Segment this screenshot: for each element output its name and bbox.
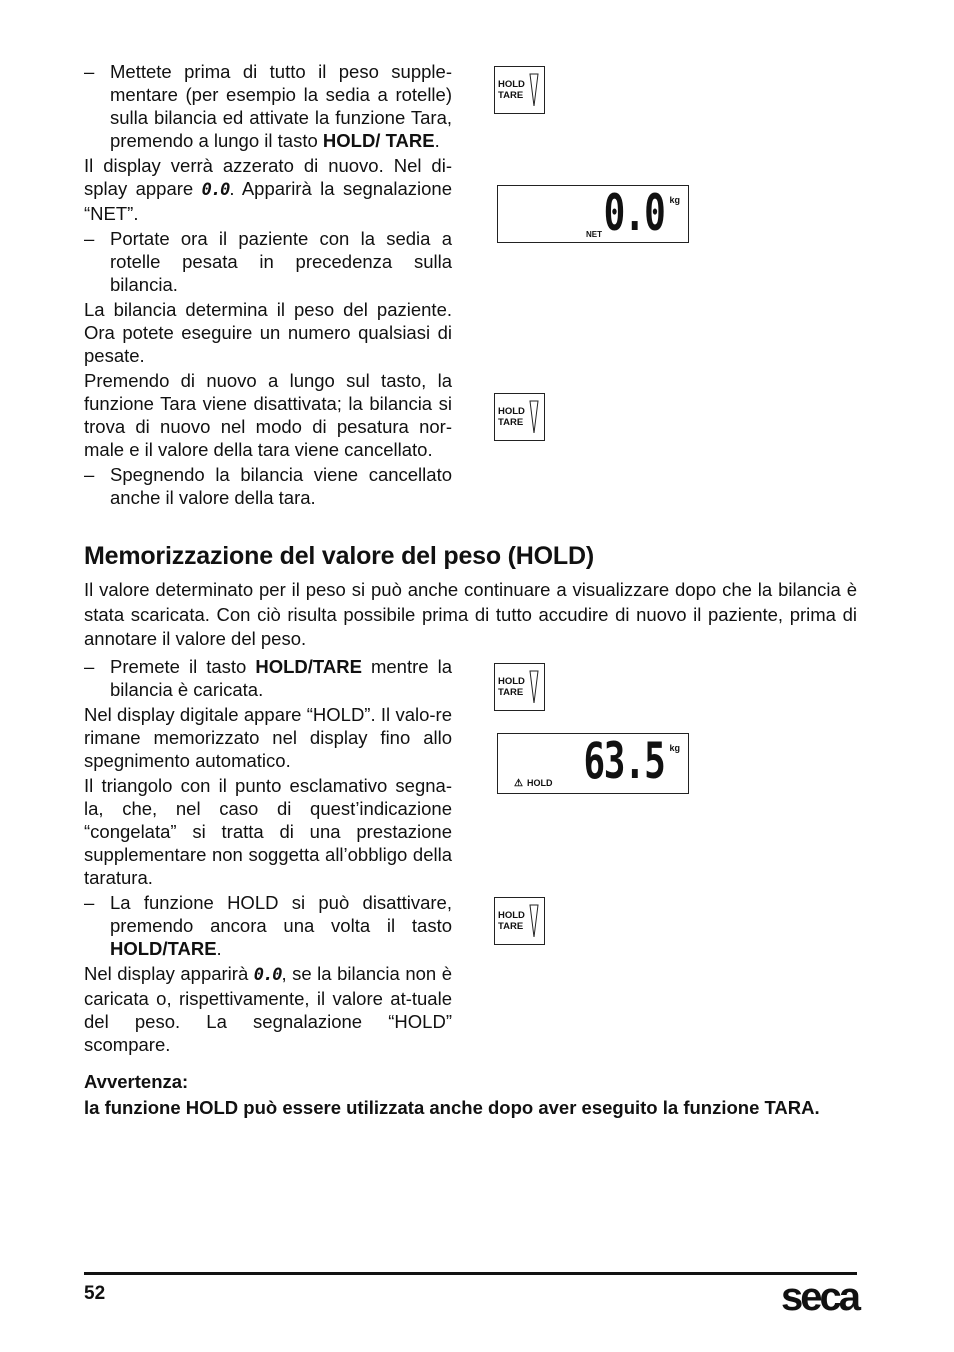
page-number: 52 bbox=[84, 1283, 106, 1304]
dash-mark: – bbox=[84, 656, 95, 677]
display-unit: kg bbox=[669, 195, 680, 205]
hold-tare-key-icon: HOLD TARE bbox=[494, 66, 545, 114]
warning-triangle-icon: ⚠ bbox=[514, 778, 523, 789]
list-item: – Premete il tasto HOLD/TARE mentre la bilancia è caricata. bbox=[84, 656, 452, 700]
lcd-display-hold bbox=[497, 733, 689, 794]
paragraph: Nel display digitale appare “HOLD”. Il valo-re rimane memorizzato nel display fino allo spegnimento automatico. bbox=[84, 704, 452, 771]
note-text: la funzione HOLD può essere utilizzata anche dopo aver eseguito la funzione TARA. bbox=[84, 1097, 820, 1118]
inline-display-value: 0.0 bbox=[253, 965, 282, 985]
paragraph: Il valore determinato per il peso si può anche continuare a visualizzare dopo che la bilancia è stata scaricata. Con ciò risulta possibile prima di tutto accudire di nuovo il paziente, prima di annotare il valore del peso. bbox=[84, 579, 857, 649]
hold-instructions bbox=[84, 655, 452, 1058]
inline-display-value: 0.0 bbox=[201, 180, 230, 200]
net-indicator: NET bbox=[586, 230, 602, 239]
key-name: HOLD/TARE bbox=[110, 938, 217, 959]
hold-tare-key-icon: HOLD TARE bbox=[494, 393, 545, 441]
paragraph: La bilancia determina il peso del paziente. Ora potete eseguire un numero qualsiasi di pesate. bbox=[84, 299, 452, 366]
section-heading: Memorizzazione del valore del peso (HOLD) bbox=[84, 542, 594, 570]
hold-tare-key-icon: HOLD TARE bbox=[494, 663, 545, 711]
list-item: – Portate ora il paziente con la sedia a rotelle pesata in precedenza sulla bilancia. bbox=[84, 228, 452, 295]
tare-instructions bbox=[84, 60, 452, 511]
hold-indicator: ⚠ HOLD bbox=[514, 778, 553, 789]
footer-divider bbox=[84, 1272, 857, 1275]
dash-mark: – bbox=[84, 464, 95, 485]
list-item: – La funzione HOLD si può disattivare, premendo ancora una volta il tasto HOLD/TARE. bbox=[84, 892, 452, 959]
seca-logo: seca bbox=[781, 1275, 858, 1319]
key-name: HOLD/TARE bbox=[255, 656, 362, 677]
press-arrow-icon bbox=[529, 670, 539, 704]
dash-mark: – bbox=[84, 228, 95, 249]
paragraph: Il triangolo con il punto esclamativo segna-la, che, nel caso di quest’indicazione “congelata” si tratta di una prestazione supplementare non soggetta all’obbligo della taratura. bbox=[84, 775, 452, 888]
press-arrow-icon bbox=[529, 73, 539, 107]
note-title: Avvertenza: bbox=[84, 1071, 189, 1092]
hold-intro bbox=[84, 578, 857, 654]
display-value: 63.5 bbox=[583, 732, 664, 790]
paragraph: Premendo di nuovo a lungo sul tasto, la funzione Tara viene disattivata; la bilancia si trova di nuovo nel modo di pesatura nor-male e il valore della tara viene cancellato. bbox=[84, 370, 452, 460]
paragraph: Il display verrà azzerato di nuovo. Nel di-splay appare 0.0. Apparirà la segnalazione “NET”. bbox=[84, 155, 452, 224]
key-name: HOLD/ TARE bbox=[322, 130, 435, 151]
display-value: 0.0 bbox=[603, 184, 664, 242]
lcd-display-net bbox=[497, 185, 689, 243]
press-arrow-icon bbox=[529, 400, 539, 434]
paragraph: Nel display apparirà 0.0, se la bilancia non è caricata o, rispettivamente, il valore at-tuale del peso. La segnalazione “HOLD” scompare. bbox=[84, 963, 452, 1055]
hold-tare-key-icon: HOLD TARE bbox=[494, 897, 545, 945]
list-item: – Mettete prima di tutto il peso supple-mentare (per esempio la sedia a rotelle) sulla bilancia ed attivate la funzione Tara, premendo a lungo il tasto HOLD/ TARE. bbox=[84, 61, 452, 151]
dash-mark: – bbox=[84, 892, 95, 913]
list-item: – Spegnendo la bilancia viene cancellato anche il valore della tara. bbox=[84, 464, 452, 508]
press-arrow-icon bbox=[529, 904, 539, 938]
dash-mark: – bbox=[84, 61, 95, 82]
display-unit: kg bbox=[669, 743, 680, 753]
